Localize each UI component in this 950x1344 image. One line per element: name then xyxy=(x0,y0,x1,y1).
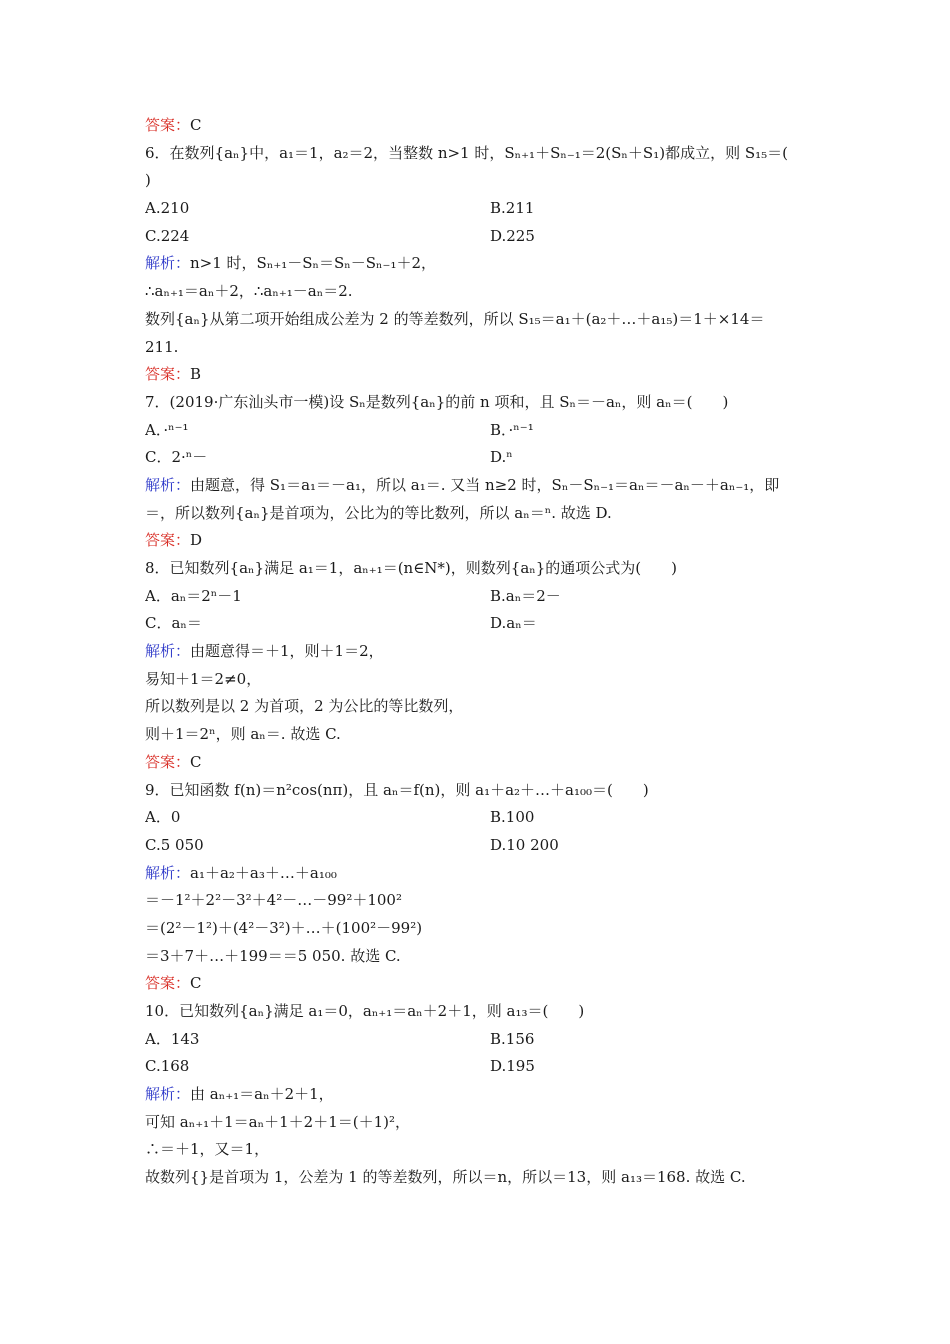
option-left: A．·ⁿ⁻¹ xyxy=(145,420,189,439)
answer-label: 答案： xyxy=(145,365,191,384)
document-page xyxy=(145,112,815,1192)
text-line: 7．(2019·广东汕头市一模)设 Sₙ是数列{aₙ}的前 n 项和，且 Sₙ＝－aₙ，则 aₙ＝( ) xyxy=(145,392,729,411)
text-line: 10．已知数列{aₙ}满足 a₁＝0，aₙ₊₁＝aₙ＋2＋1，则 a₁₃＝( ) xyxy=(145,1002,585,1020)
text-line: 数列{aₙ}从第二项开始组成公差为 2 的等差数列，所以 S₁₅＝a₁＋(a₂＋…＋a₁₅)＝1＋×14＝ xyxy=(145,309,765,328)
option-left: C.168 xyxy=(145,1057,190,1076)
options-row xyxy=(145,610,815,638)
answer-value: C xyxy=(190,752,202,771)
analysis-label: 解析： xyxy=(145,1085,191,1104)
option-right: B.211 xyxy=(490,199,535,218)
answer-line xyxy=(145,970,815,998)
text-line: ∴aₙ₊₁＝aₙ＋2，∴aₙ₊₁－aₙ＝2. xyxy=(145,282,353,301)
answer-label: 答案： xyxy=(145,116,191,134)
option-left: A.210 xyxy=(145,199,190,218)
analysis-text: 由 aₙ₊₁＝aₙ＋2＋1， xyxy=(190,1085,334,1104)
option-left: A．aₙ＝2ⁿ－1 xyxy=(145,586,242,605)
analysis-line xyxy=(145,860,815,888)
option-left: C.224 xyxy=(145,226,190,245)
option-right: D.225 xyxy=(490,226,535,245)
options-row xyxy=(145,583,815,611)
answer-value: D xyxy=(190,531,203,550)
option-right: B．·ⁿ⁻¹ xyxy=(490,420,534,439)
text-line: 故数列{}是首项为 1，公差为 1 的等差数列，所以＝n，所以＝13，则 a₁₃＝168. 故选 C. xyxy=(145,1168,746,1187)
analysis-line xyxy=(145,472,815,500)
answer-line xyxy=(145,361,815,389)
analysis-text: 由题意，得 S₁＝a₁＝－a₁，所以 a₁＝. 又当 n≥2 时，Sₙ－Sₙ₋₁＝aₙ＝－aₙ－＋aₙ₋₁，即 xyxy=(190,475,780,494)
text-line: ) xyxy=(145,171,151,190)
analysis-label: 解析： xyxy=(145,863,191,882)
text-line: ＝(2²－1²)＋(4²－3²)＋…＋(100²－99²) xyxy=(145,918,423,937)
options-row xyxy=(145,832,815,860)
options-row xyxy=(145,1026,815,1054)
analysis-line xyxy=(145,1081,815,1109)
analysis-line xyxy=(145,250,815,278)
answer-value: C xyxy=(190,974,202,993)
analysis-label: 解析： xyxy=(145,475,191,494)
option-right: B.aₙ＝2－ xyxy=(490,586,561,605)
text-line: 6．在数列{aₙ}中，a₁＝1，a₂＝2，当整数 n>1 时，Sₙ₊₁＋Sₙ₋₁＝2(Sₙ＋S₁)都成立，则 S₁₅＝( xyxy=(145,143,788,162)
text-line: ∴＝＋1，又＝1， xyxy=(145,1140,270,1159)
analysis-text: a₁＋a₂＋a₃＋…＋a₁₀₀ xyxy=(190,863,337,882)
options-row xyxy=(145,444,815,472)
answer-label: 答案： xyxy=(145,974,191,993)
analysis-line xyxy=(145,638,815,666)
text-line: 8．已知数列{aₙ}满足 a₁＝1，aₙ₊₁＝(n∈N*)，则数列{aₙ}的通项公式为( ) xyxy=(145,559,678,577)
answer-value: C xyxy=(190,116,202,134)
answer-line xyxy=(145,112,815,140)
answer-line xyxy=(145,749,815,777)
text-line: 易知＋1＝2≠0， xyxy=(145,669,262,688)
option-right: D.aₙ＝ xyxy=(490,614,537,633)
option-left: C．aₙ＝ xyxy=(145,614,202,633)
option-left: C.5 050 xyxy=(145,835,204,854)
text-line: 9．已知函数 f(n)＝n²cos(nπ)，且 aₙ＝f(n)，则 a₁＋a₂＋…＋a₁₀₀＝( ) xyxy=(145,780,649,799)
analysis-text: 由题意得＝＋1，则＋1＝2， xyxy=(190,642,384,661)
option-right: D.ⁿ xyxy=(490,448,513,467)
analysis-label: 解析： xyxy=(145,254,191,273)
text-line: 所以数列是以 2 为首项，2 为公比的等比数列， xyxy=(145,697,464,716)
options-row xyxy=(145,417,815,445)
option-right: D.195 xyxy=(490,1057,535,1076)
text-line: ＝，所以数列{aₙ}是首项为，公比为的等比数列，所以 aₙ＝ⁿ. 故选 D. xyxy=(145,503,612,522)
analysis-text: n>1 时，Sₙ₊₁－Sₙ＝Sₙ－Sₙ₋₁＋2， xyxy=(190,254,437,273)
options-row xyxy=(145,1053,815,1081)
option-left: C．2·ⁿ－ xyxy=(145,448,208,467)
text-line: ＝－1²＋2²－3²＋4²－…－99²＋100² xyxy=(145,891,402,910)
options-row xyxy=(145,804,815,832)
text-line: 可知 aₙ₊₁＋1＝aₙ＋1＋2＋1＝(＋1)²， xyxy=(145,1112,410,1131)
options-row xyxy=(145,223,815,251)
option-right: B.156 xyxy=(490,1029,535,1048)
option-right: D.10 200 xyxy=(490,835,559,854)
option-right: B.100 xyxy=(490,808,535,827)
option-left: A．0 xyxy=(145,808,181,827)
text-line: ＝3＋7＋…＋199＝＝5 050. 故选 C. xyxy=(145,946,401,965)
answer-label: 答案： xyxy=(145,752,191,771)
answer-line xyxy=(145,527,815,555)
answer-label: 答案： xyxy=(145,531,191,550)
analysis-label: 解析： xyxy=(145,642,191,661)
text-line: 211. xyxy=(145,337,179,356)
options-row xyxy=(145,195,815,223)
option-left: A．143 xyxy=(145,1029,200,1048)
answer-value: B xyxy=(190,365,202,384)
text-line: 则＋1＝2ⁿ，则 aₙ＝. 故选 C. xyxy=(145,725,341,744)
